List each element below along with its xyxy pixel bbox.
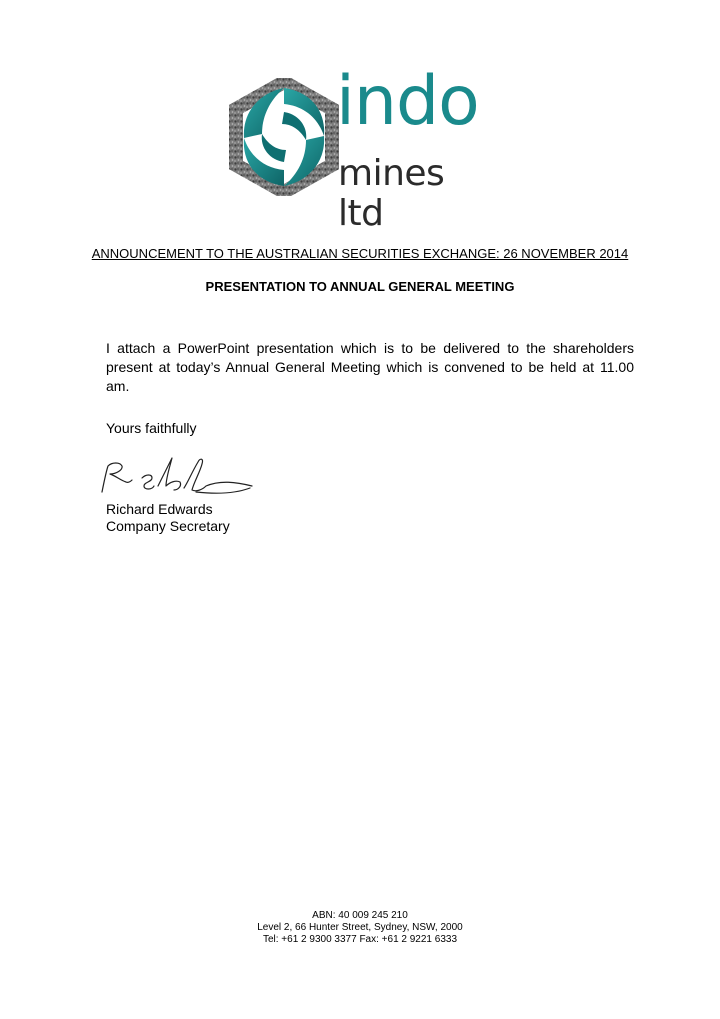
document-title: PRESENTATION TO ANNUAL GENERAL MEETING bbox=[205, 279, 515, 294]
handwritten-signature bbox=[96, 452, 256, 500]
announcement-line: ANNOUNCEMENT TO THE AUSTRALIAN SECURITIES EXCHANGE: 26 NOVEMBER 2014 bbox=[91, 246, 629, 261]
footer bbox=[0, 910, 720, 946]
logo-wordmark-indo: indo bbox=[336, 62, 479, 141]
logo-mark-icon bbox=[228, 78, 340, 196]
footer-abn: ABN: 40 009 245 210 bbox=[312, 910, 408, 921]
logo-wordmark-mines-ltd: mines ltd bbox=[338, 153, 445, 234]
footer-address: Level 2, 66 Hunter Street, Sydney, NSW, 2000 bbox=[257, 922, 463, 933]
signer-block bbox=[106, 501, 230, 535]
footer-contact: Tel: +61 2 9300 3377 Fax: +61 2 9221 6333 bbox=[262, 934, 458, 945]
body-paragraph: I attach a PowerPoint presentation which is to be delivered to the shareholders present at today’s Annual General Meeting which is convened to be held at 11.00 am. bbox=[106, 340, 634, 394]
closing-salutation: Yours faithfully bbox=[106, 420, 197, 436]
company-logo bbox=[228, 62, 498, 234]
signer-role: Company Secretary bbox=[106, 518, 230, 534]
signer-name: Richard Edwards bbox=[106, 501, 213, 517]
